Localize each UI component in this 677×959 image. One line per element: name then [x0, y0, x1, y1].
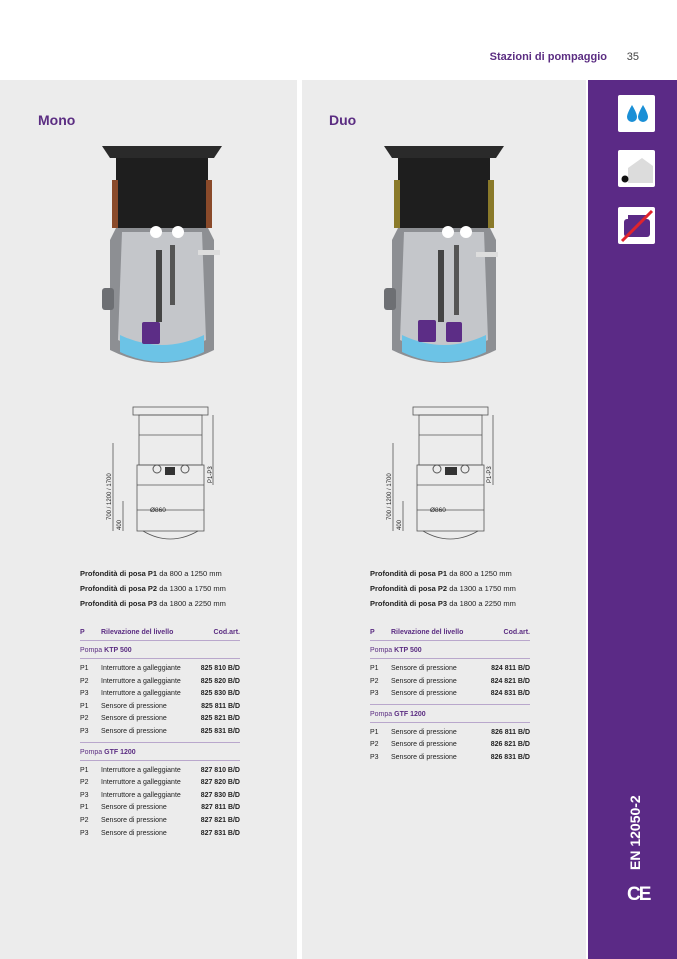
- depth-line: Profondità di posa P3 da 1800 a 2250 mm: [370, 599, 516, 608]
- table-row: P2 Interruttore a galleggiante 827 820 B/D: [80, 779, 240, 787]
- table-row: P1 Interruttore a galleggiante 825 810 B/D: [80, 665, 240, 672]
- mono-base-label: 400: [117, 519, 123, 530]
- water-drops-icon: [618, 95, 655, 132]
- table-row: P3 Sensore di pressione 824 831 B/D: [370, 688, 530, 705]
- duo-height-label: 700 / 1200 / 1700: [387, 473, 393, 520]
- surface-installation-icon: [618, 150, 655, 187]
- table-header: P Rilevazione del livello Cod.art.: [80, 629, 240, 641]
- mono-depths: [80, 566, 226, 611]
- table-row: P2 Sensore di pressione 827 821 B/D: [80, 816, 240, 824]
- table-row: P1 Sensore di pressione 827 811 B/D: [80, 804, 240, 812]
- table-row: P1 Sensore di pressione 825 811 B/D: [80, 702, 240, 710]
- table-row: P1 Sensore di pressione 826 811 B/D: [370, 728, 530, 736]
- depth-line: Profondità di posa P1 da 800 a 1250 mm: [80, 569, 222, 578]
- table-header: P Rilevazione del livello Cod.art.: [370, 629, 530, 641]
- duo-diameter-label: Ø860: [430, 507, 446, 514]
- duo-table: [370, 629, 530, 767]
- no-toilet-wastewater-icon: [618, 207, 655, 244]
- mono-title: Mono: [38, 112, 76, 128]
- table-row: P3 Sensore di pressione 827 831 B/D: [80, 829, 240, 837]
- mono-table: [80, 629, 240, 842]
- duo-depths: [370, 566, 516, 611]
- table-row: P2 Sensore di pressione 826 821 B/D: [370, 741, 530, 749]
- duo-title: Duo: [329, 112, 357, 128]
- depth-line: Profondità di posa P2 da 1300 a 1750 mm: [80, 584, 226, 593]
- duo-p-label: P1-P3: [487, 466, 493, 483]
- table-row: P3 Sensore di pressione 825 831 B/D: [80, 726, 240, 743]
- duo-station-illustration: [380, 140, 508, 376]
- depth-line: Profondità di posa P3 da 1800 a 2250 mm: [80, 599, 226, 608]
- norm-label: EN 12050-2: [627, 795, 643, 870]
- pump-group-header: Pompa KTP 500: [370, 641, 530, 659]
- mono-height-label: 700 / 1200 / 1700: [107, 473, 113, 520]
- table-row: P2 Sensore di pressione 825 821 B/D: [80, 715, 240, 723]
- pump-group-header: Pompa KTP 500: [80, 641, 240, 659]
- pump-group-header: Pompa GTF 1200: [370, 705, 530, 723]
- table-row: P3 Sensore di pressione 826 831 B/D: [370, 753, 530, 761]
- section-title: Stazioni di pompaggio: [489, 51, 607, 63]
- table-row: P1 Sensore di pressione 824 811 B/D: [370, 665, 530, 672]
- table-row: P3 Interruttore a galleggiante 825 830 B/D: [80, 690, 240, 698]
- ce-mark: CE: [627, 884, 650, 905]
- table-row: P1 Interruttore a galleggiante 827 810 B/D: [80, 766, 240, 774]
- pump-group-header: Pompa GTF 1200: [80, 743, 240, 761]
- mono-diameter-label: Ø860: [150, 507, 166, 514]
- table-row: P2 Interruttore a galleggiante 825 820 B/D: [80, 677, 240, 685]
- mono-p-label: P1-P3: [208, 466, 214, 483]
- mono-station-illustration: [98, 140, 226, 376]
- depth-line: Profondità di posa P2 da 1300 a 1750 mm: [370, 584, 516, 593]
- table-row: P3 Interruttore a galleggiante 827 830 B/D: [80, 791, 240, 799]
- duo-base-label: 400: [397, 519, 403, 530]
- table-row: P2 Sensore di pressione 824 821 B/D: [370, 677, 530, 685]
- page-number: 35: [626, 51, 639, 63]
- depth-line: Profondità di posa P1 da 800 a 1250 mm: [370, 569, 512, 578]
